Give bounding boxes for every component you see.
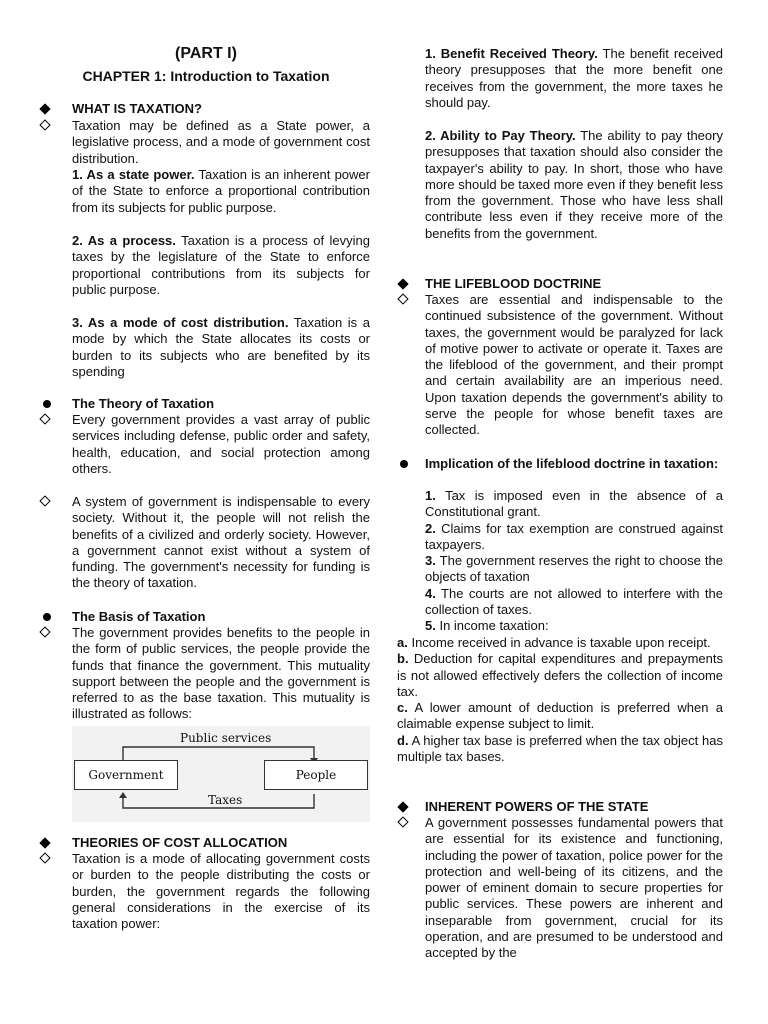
theory-label: 1. Benefit Received Theory.	[425, 46, 598, 61]
section-lifeblood	[425, 276, 723, 292]
section-cost-allocation	[72, 835, 370, 851]
item-cost-distribution	[72, 315, 370, 380]
section-basis	[72, 609, 370, 625]
item-text: Deduction for capital expenditures and prepayments is not allowed effectively defers the collection of income tax.	[397, 651, 723, 699]
basis-paragraph	[72, 625, 370, 723]
list-item	[425, 521, 723, 554]
section-inherent-powers	[425, 799, 723, 815]
item-letter: b.	[397, 651, 409, 667]
diamond-bullet-icon	[399, 799, 407, 815]
theory-paragraph-2	[72, 494, 370, 592]
open-diamond-bullet-icon	[41, 851, 49, 867]
item-label: 1. As a state power.	[72, 167, 195, 182]
implication-list	[425, 488, 723, 635]
open-diamond-bullet-icon	[399, 292, 407, 308]
list-item	[425, 553, 723, 586]
implication-heading: Implication of the lifeblood doctrine in taxation:	[425, 456, 719, 471]
item-letter: d.	[397, 732, 409, 748]
income-taxation-sublist	[397, 635, 723, 765]
lifeblood-paragraph	[425, 292, 723, 439]
item-number: 4.	[425, 585, 436, 601]
open-diamond-bullet-icon	[41, 412, 49, 428]
item-number: 1.	[425, 488, 436, 503]
item-label: 2. As a process.	[72, 233, 176, 248]
theory-heading: The Theory of Taxation	[72, 396, 215, 411]
theory-label: 2. Ability to Pay Theory.	[425, 128, 576, 143]
taxation-definition	[72, 118, 370, 167]
paragraph-text: Taxation is a mode of allocating government costs or burden to the people distributing the costs or burden, the government regards the following general considerations in the exercise of its taxation power:	[72, 851, 370, 932]
part-title: (PART I)	[175, 45, 237, 62]
taxes-label: Taxes	[208, 793, 243, 807]
section-what-is-taxation	[72, 101, 370, 117]
list-item	[397, 733, 723, 766]
item-letter: c.	[397, 700, 408, 716]
what-is-taxation-heading: WHAT IS TAXATION?	[72, 101, 202, 116]
paragraph-text: A system of government is indispensable to every society. Without it, the people will not relish the benefits of a civilized and orderly society. However, a government cannot exist without a system of funding. The government's necessity for funding is the theory of taxation.	[72, 494, 370, 591]
item-text: A higher tax base is preferred when the tax object has multiple tax bases.	[397, 732, 723, 765]
inherent-paragraph	[425, 815, 723, 962]
people-box: People	[264, 760, 368, 790]
item-text: A lower amount of deduction is preferred when a claimable expense subject to limit.	[397, 700, 723, 732]
open-diamond-bullet-icon	[41, 625, 49, 641]
theory-text: The ability to pay theory presupposes that taxation should also consider the taxpayer's ability to pay. In short, those who have more should be taxed more even if they benefit less from the government. Those who have less shall contribute less even if they receive more of the benefits from the government.	[425, 128, 723, 241]
open-diamond-bullet-icon	[41, 494, 49, 510]
inherent-heading: INHERENT POWERS OF THE STATE	[425, 799, 649, 814]
theory-text: The benefit received theory presupposes that the more benefit one receives from the government, the more taxes he should pay.	[425, 46, 723, 110]
lifeblood-heading: THE LIFEBLOOD DOCTRINE	[425, 276, 602, 291]
benefit-received-theory	[425, 46, 723, 111]
item-number: 3.	[425, 553, 436, 569]
item-text: Income received in advance is taxable upon receipt.	[411, 635, 711, 650]
section-implication	[425, 456, 723, 472]
list-item	[397, 651, 723, 700]
item-text: In income taxation:	[439, 618, 549, 634]
item-label: 3. As a mode of cost distribution.	[72, 315, 289, 330]
bullet-dot-icon	[43, 613, 51, 621]
section-theory	[72, 396, 370, 412]
list-item	[425, 586, 723, 619]
bullet-dot-icon	[400, 460, 408, 468]
government-box: Government	[74, 760, 178, 790]
item-text: Taxation is a mode by which the State allocates its costs or burden to its subjects who are benefited by its spending	[72, 315, 370, 379]
bullet-dot-icon	[43, 400, 51, 408]
list-item	[397, 700, 723, 733]
list-item	[425, 488, 723, 521]
mutuality-diagram	[72, 726, 370, 822]
cost-allocation-heading: THEORIES OF COST ALLOCATION	[72, 835, 288, 850]
public-services-label: Public services	[180, 731, 272, 745]
list-item	[397, 635, 723, 651]
paragraph-text: A government possesses fundamental powers that are essential for its existence and functioning, including the power of taxation, police power for the protection and well-being of its citizens, and the power of eminent domain to secure properties for public services. These powers are inherent and inseparable from government, crucial for its operation, and are presumed to be understood and accepted by the	[425, 815, 723, 961]
item-letter: a.	[397, 635, 408, 650]
item-text: The government reserves the right to choose the objects of taxation	[425, 553, 723, 585]
open-diamond-bullet-icon	[399, 815, 407, 831]
paragraph-text: The government provides benefits to the people in the form of public services, the people provide the funds that finance the government. This mutuality support between the people and the government is referred to as the base taxation. This mutuality is illustrated as follows:	[72, 625, 370, 722]
item-text: Claims for tax exemption are construed against taxpayers.	[425, 520, 723, 552]
item-text: Tax is imposed even in the absence of a Constitutional grant.	[425, 488, 723, 520]
item-state-power	[72, 167, 370, 216]
diamond-bullet-icon	[399, 276, 407, 292]
basis-heading: The Basis of Taxation	[72, 609, 206, 624]
item-process	[72, 233, 370, 298]
item-text: Taxation is a process of levying taxes by the legislature of the State to enforce proportional contributions from its subjects for public purpose.	[72, 233, 370, 297]
item-number: 2.	[425, 520, 436, 536]
definition-text: Taxation may be defined as a State power, a legislative process, and a mode of government cost distribution.	[72, 118, 370, 166]
open-diamond-bullet-icon	[41, 118, 49, 134]
list-item	[425, 618, 723, 634]
ability-to-pay-theory	[425, 128, 723, 242]
item-text: The courts are not allowed to interfere with the collection of taxes.	[425, 585, 723, 618]
diamond-bullet-icon	[41, 101, 49, 117]
paragraph-text: Taxes are essential and indispensable to the continued subsistence of the government. Without taxes, the government would be paralyzed for lack of motive power to activate or operate it. Taxes are the lifeblood of the government, and their prompt and certain availability are an imperious need. Upon taxation depends the government's ability to serve the people for whose benefit taxes are collected.	[425, 292, 723, 438]
chapter-title: CHAPTER 1: Introduction to Taxation	[82, 68, 330, 84]
item-number: 5.	[425, 618, 436, 634]
paragraph-text: Every government provides a vast array of public services including defense, public order and safety, health, education, and social protection among others.	[72, 412, 370, 476]
cost-allocation-paragraph	[72, 851, 370, 932]
theory-paragraph-1	[72, 412, 370, 477]
diamond-bullet-icon	[41, 835, 49, 851]
item-text: Taxation is an inherent power of the State to enforce a proportional contribution from its subjects for public purpose.	[72, 167, 370, 215]
